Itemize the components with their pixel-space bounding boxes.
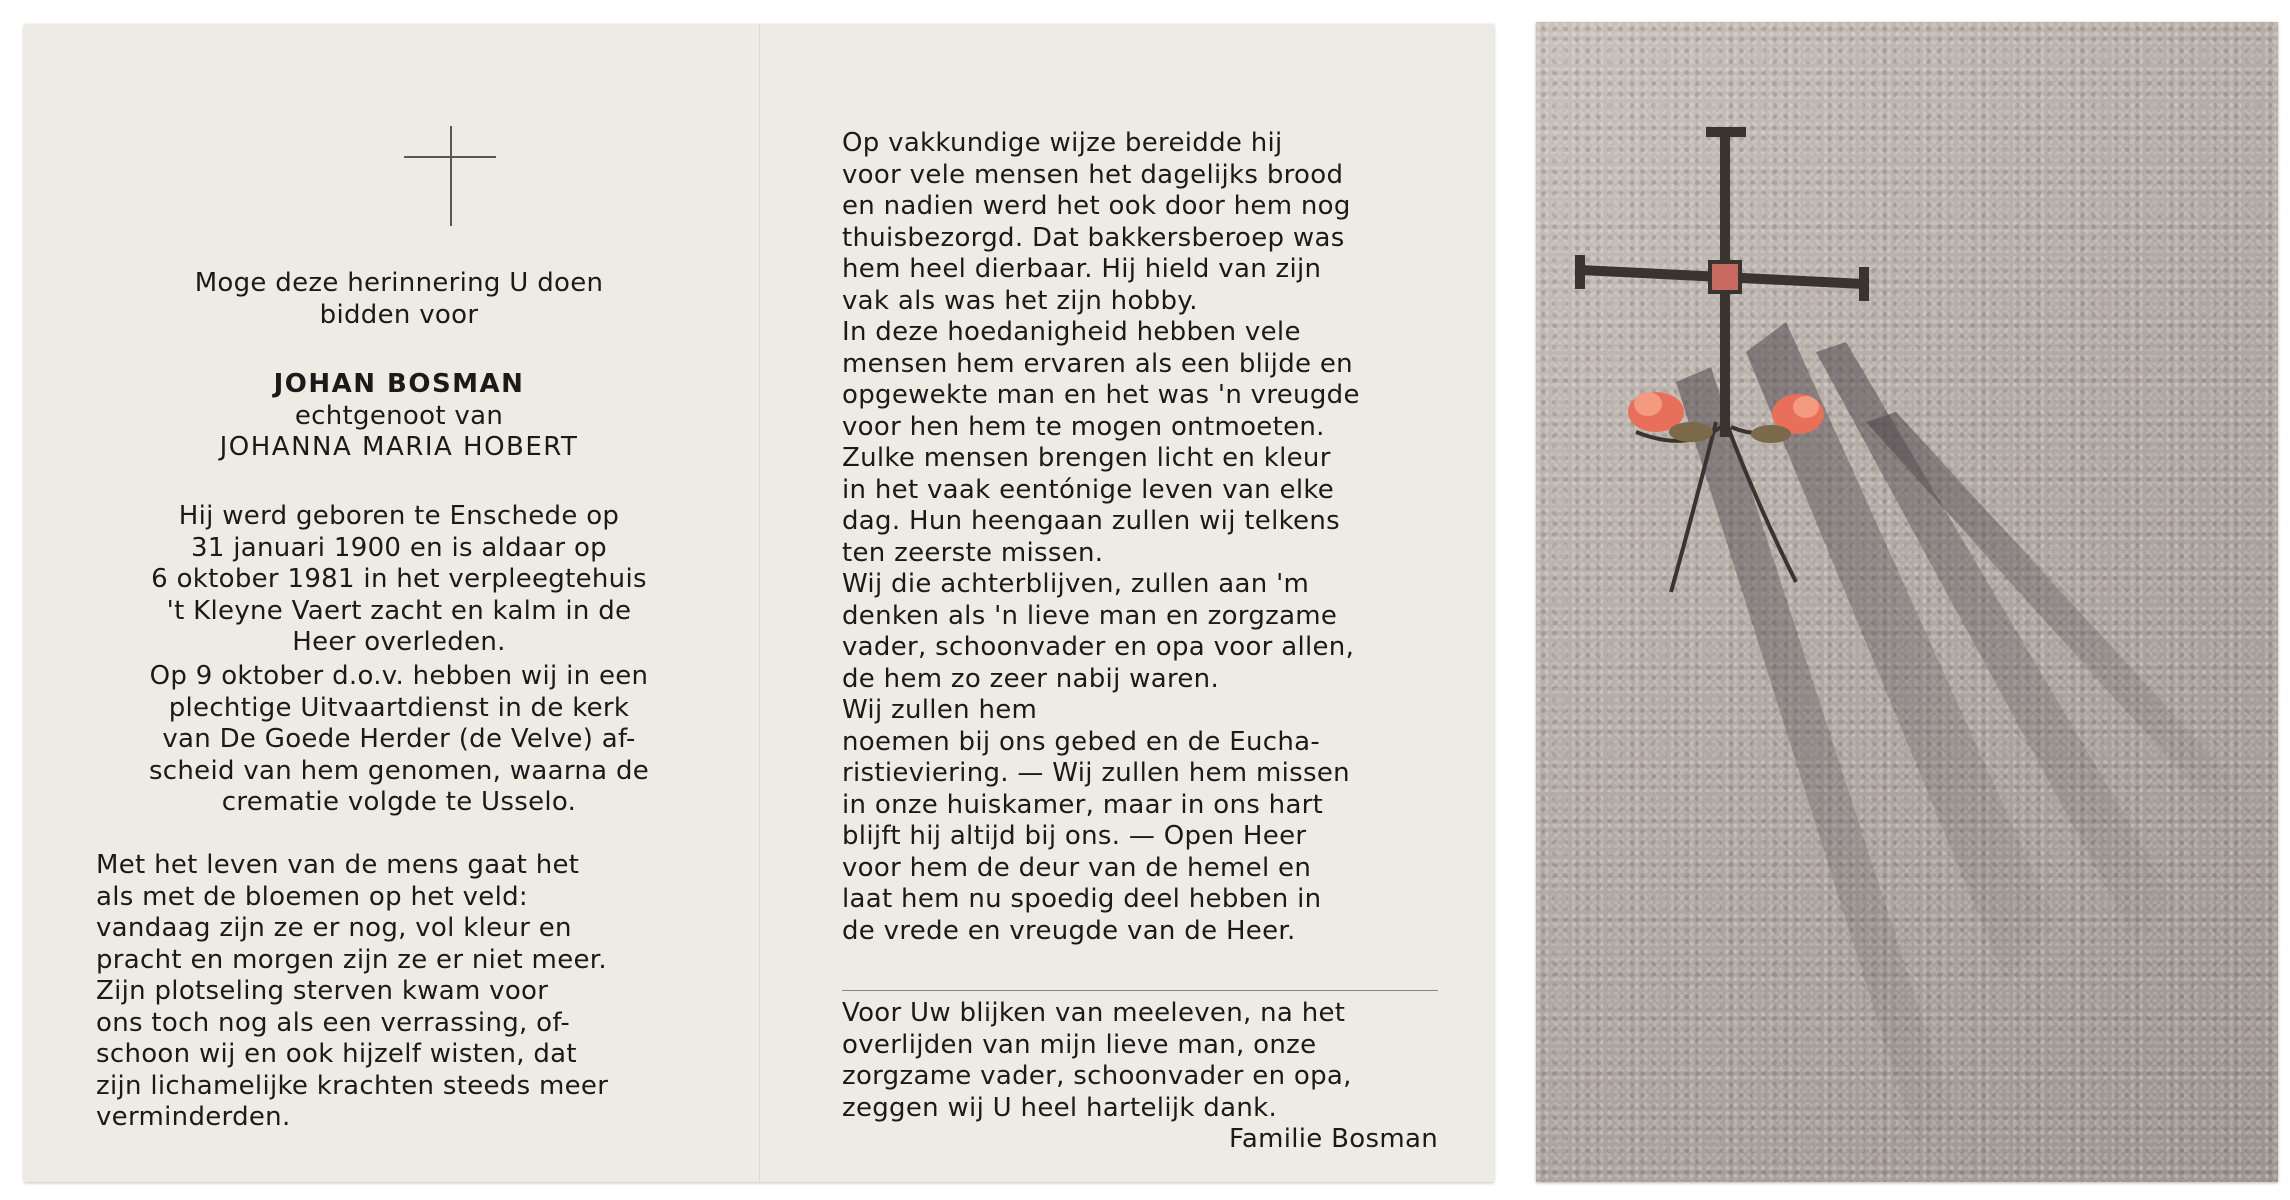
intro-text: Moge deze herinnering U doen bidden voor	[194, 268, 604, 330]
shadow-shape	[1676, 322, 2236, 1142]
left-panel	[96, 24, 702, 1182]
poem-text: Met het leven van de mens gaat het als met de bloemen op het veld: vandaag zijn ze er nog, vol kleur en pracht en morgen zijn ze er niet meer. Zijn plotseling sterven kwam voor ons toch nog als een verrassing, of- schoon wij en ook hijzelf wisten, dat zijn lichamelijke krachten steeds meer verminderden.	[96, 850, 609, 1132]
spouse-name: JOHANNA MARIA HOBERT	[219, 432, 579, 462]
divider	[842, 990, 1438, 991]
relation-text: echtgenoot van	[294, 400, 504, 431]
signature: Familie Bosman	[1229, 1124, 1438, 1154]
cross-flowers-illustration	[1536, 22, 2278, 1182]
deceased-name: JOHAN BOSMAN	[273, 369, 525, 399]
memorial-card	[24, 24, 1494, 1182]
birth-death-text: Hij werd geboren te Enschede op 31 januari 1900 en is aldaar op 6 oktober 1981 in het verpleegtehuis 't Kleyne Vaert zacht en kalm in de Heer overleden.	[151, 501, 647, 657]
life-text: Op vakkundige wijze bereidde hij voor vele mensen het dagelijks brood en nadien werd het ook door hem nog thuisbezorgd. Dat bakkersberoep was hem heel dierbaar. Hij hield van zijn vak als was het zijn hobby. In deze hoedanigheid hebben vele mensen hem ervaren als een blijde en opgewekte man en het was 'n vreugde voor hen hem te mogen ontmoeten. Zulke mensen brengen licht en kleur in het vaak eentónige leven van elke dag. Hun heengaan zullen wij telkens ten zeerste missen. Wij die achterblijven, zullen aan 'm denken als 'n lieve man en zorgzame vader, schoonvader en opa voor allen, de hem zo zeer nabij waren. Wij zullen hem noemen bij ons gebed en de Eucha- ristieviering. — Wij zullen hem missen in onze huiskamer, maar in ons hart blijft hij altijd bij ons. — Open Heer voor hem de deur van de hemel en laat hem nu spoedig deel hebben in de vrede en vreugde van de Heer.	[842, 128, 1360, 946]
cross-gem-icon	[1710, 262, 1740, 292]
cross-icon	[404, 126, 496, 226]
funeral-text: Op 9 oktober d.o.v. hebben wij in een plechtige Uitvaartdienst in de kerk van De Goede Herder (de Velve) af- scheid van hem genomen, waarna de crematie volgde te Usselo.	[148, 661, 650, 817]
deceased-block	[96, 369, 702, 464]
wall-cross-photo	[1536, 22, 2278, 1182]
middle-panel	[842, 24, 1438, 1182]
thanks-text: Voor Uw blijken van meeleven, na het overlijden van mijn lieve man, onze zorgzame vader, schoonvader en opa, zeggen wij U heel hartelijk dank.	[842, 998, 1352, 1123]
card-fold	[759, 24, 761, 1182]
